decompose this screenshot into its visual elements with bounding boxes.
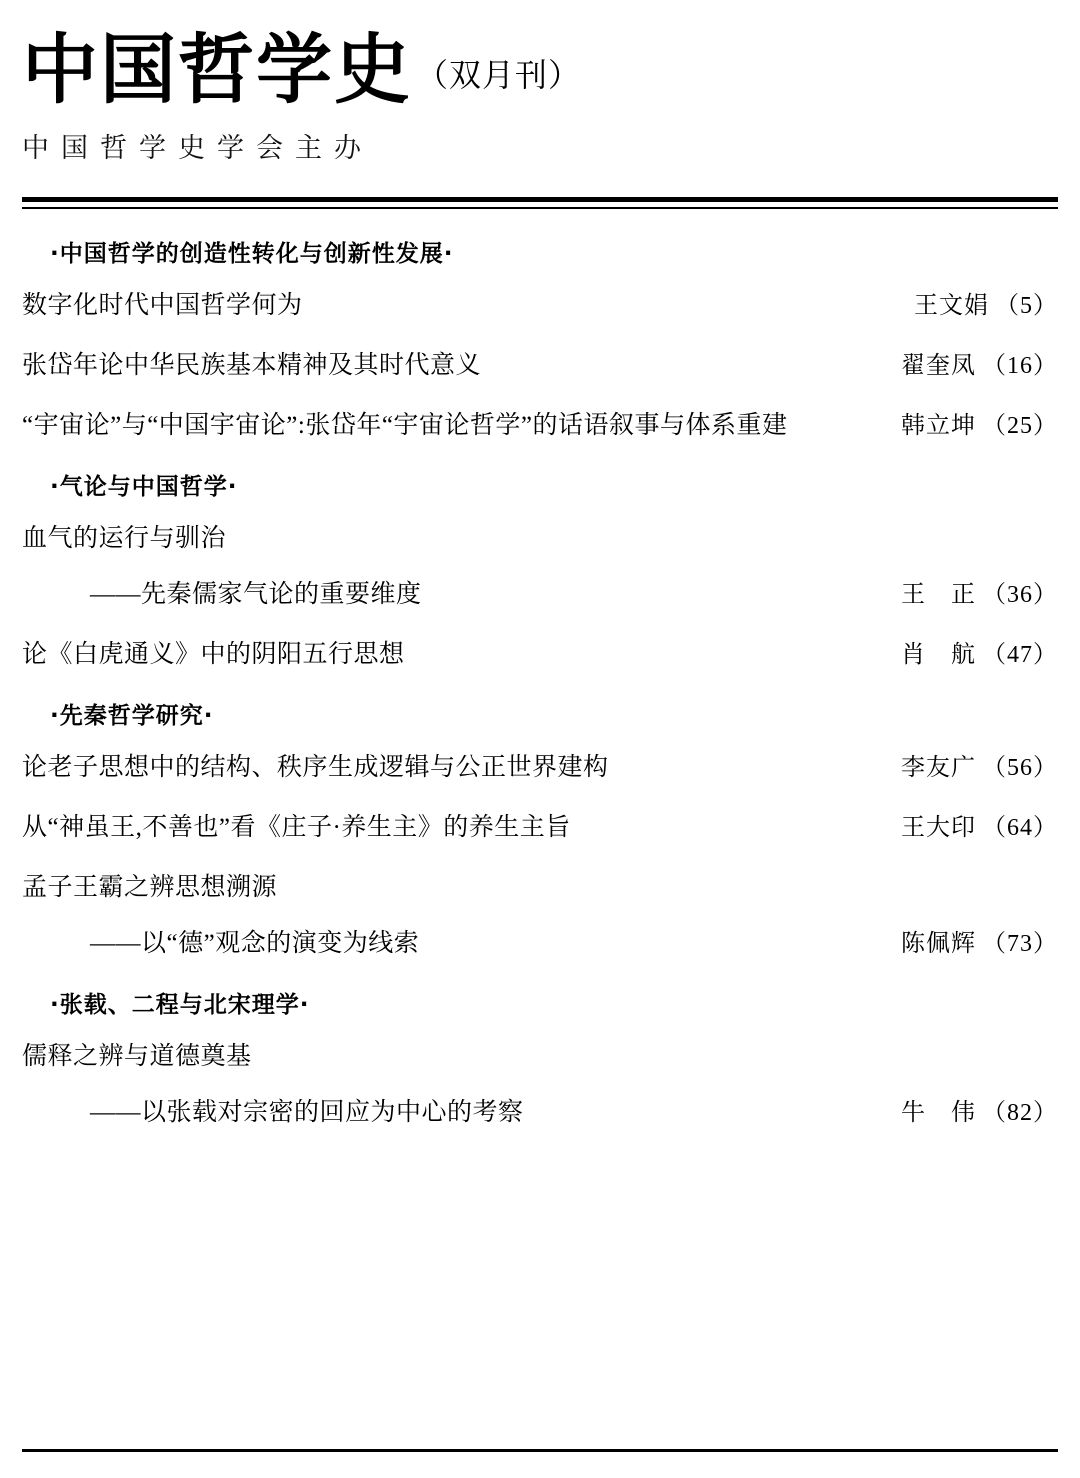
toc-entry-title: 儒释之辨与道德奠基 (22, 1042, 252, 1070)
toc-entry-author: 王 正 (901, 581, 976, 608)
toc-entry-title: 血气的运行与驯治 (22, 524, 227, 552)
toc-entry-meta (901, 740, 1058, 796)
toc-entry-title: 孟子王霸之辨思想溯源 (22, 873, 278, 901)
toc-entry-author: 翟奎凤 (901, 352, 976, 379)
toc-entry-title: 数字化时代中国哲学何为 (22, 291, 303, 319)
section-heading: ·先秦哲学研究· (50, 702, 214, 729)
toc-entry[interactable] (22, 627, 1058, 683)
toc-entry-author: 陈佩辉 (901, 930, 976, 957)
toc-entry-subtitle: ——先秦儒家气论的重要维度 (90, 580, 422, 608)
toc-entry-meta (901, 398, 1058, 454)
toc-entry-title: “宇宙论”与“中国宇宙论”:张岱年“宇宙论哲学”的话语叙事与体系重建 (22, 411, 788, 439)
toc-entry-meta (901, 800, 1058, 856)
toc-entry[interactable] (22, 567, 1058, 623)
toc-entry-page: （47） (982, 641, 1058, 668)
toc-entry-title: 论《白虎通义》中的阴阳五行思想 (22, 640, 405, 668)
toc-entry-subtitle: ——以张载对宗密的回应为中心的考察 (90, 1098, 524, 1126)
toc-entry-meta (901, 916, 1058, 972)
journal-title: 中国哲学史 (22, 25, 412, 114)
toc-entry-page: （73） (982, 930, 1058, 957)
header-divider (22, 197, 1058, 209)
section-heading: ·张载、二程与北宋理学· (50, 991, 310, 1018)
table-of-contents (22, 235, 1058, 1141)
toc-entry-meta (901, 567, 1058, 623)
toc-entry-meta (908, 278, 1058, 334)
journal-sponsor: 中国哲学史学会主办 (22, 132, 373, 163)
toc-entry-page: （82） (982, 1099, 1058, 1126)
toc-entry-author: 肖 航 (901, 641, 976, 668)
toc-entry[interactable] (22, 398, 1058, 454)
toc-entry-page: （25） (982, 412, 1058, 439)
toc-entry-author: 牛 伟 (901, 1099, 976, 1126)
toc-entry-title: 从“神虽王,不善也”看《庄子·养生主》的养生主旨 (22, 813, 571, 841)
toc-entry-author: 李友广 (901, 754, 976, 781)
toc-entry-author: 王大印 (901, 814, 976, 841)
masthead (0, 0, 1080, 165)
toc-entry[interactable] (22, 800, 1058, 856)
toc-entry-meta (901, 627, 1058, 683)
toc-entry-meta (901, 1085, 1058, 1141)
toc-entry-title: 论老子思想中的结构、秩序生成逻辑与公正世界建构 (22, 753, 609, 781)
section-heading: ·气论与中国哲学· (50, 473, 238, 500)
toc-entry[interactable] (22, 278, 1058, 334)
toc-entry[interactable] (22, 740, 1058, 796)
toc-entry-meta (901, 338, 1058, 394)
toc-entry-page: （64） (982, 814, 1058, 841)
toc-entry[interactable] (22, 338, 1058, 394)
journal-title-row (22, 25, 1080, 114)
toc-entry-author: 韩立坤 (901, 412, 976, 439)
toc-entry[interactable] (22, 1085, 1058, 1141)
journal-frequency: （双月刊） (416, 55, 582, 94)
footer-divider (22, 1449, 1058, 1452)
toc-entry-page: （56） (982, 754, 1058, 781)
toc-entry-page: （16） (982, 352, 1058, 379)
toc-entry[interactable] (22, 916, 1058, 972)
toc-entry-page: （36） (982, 581, 1058, 608)
toc-entry-author: 王文娟 (914, 292, 989, 319)
toc-entry-page: （5） (995, 292, 1058, 319)
toc-entry-title: 张岱年论中华民族基本精神及其时代意义 (22, 351, 482, 379)
toc-entry-subtitle: ——以“德”观念的演变为线索 (90, 929, 420, 957)
section-heading: ·中国哲学的创造性转化与创新性发展· (50, 240, 454, 267)
